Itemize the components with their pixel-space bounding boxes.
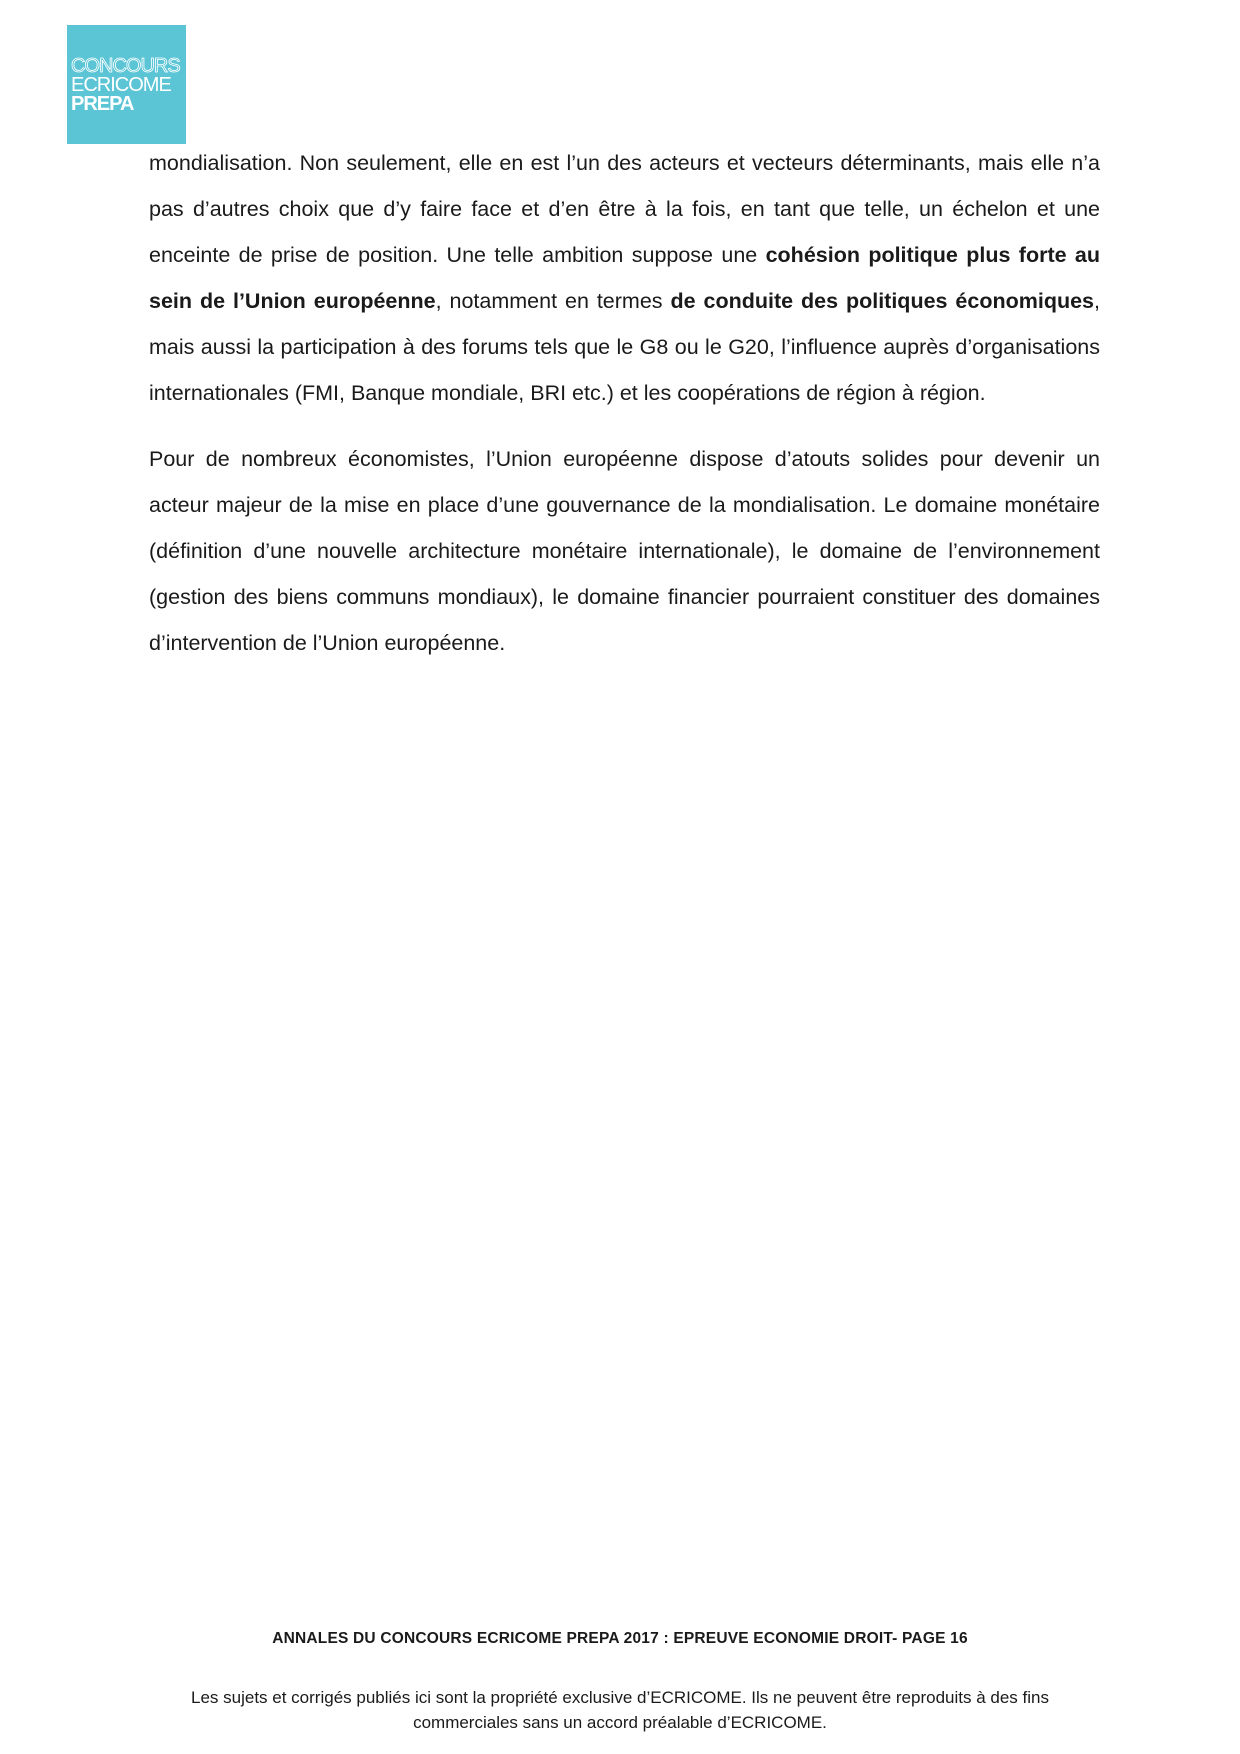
logo-line-prepa: PREPA [71, 93, 134, 115]
paragraph-1-text-3: , mais aussi la participation à des forums tels que le G8 ou le G20, l’influence auprès d’organisations internationales (FMI, Banque mondiale, BRI etc.) et les coopérations de région à région. [149, 289, 1100, 405]
document-body [149, 140, 1100, 686]
paragraph-1-text-1: mondialisation. Non seulement, elle en est l’un des acteurs et vecteurs déterminants, mais elle n’a pas d’autres choix que d’y faire face et d’en être à la fois, en tant que telle, un échelon et une enceinte de prise de position. Une telle ambition suppose une [149, 151, 1100, 267]
paragraph-2: Pour de nombreux économistes, l’Union européenne dispose d’atouts solides pour devenir un acteur majeur de la mise en place d’une gouvernance de la mondialisation. Le domaine monétaire (définition d’une nouvelle architecture monétaire internationale), le domaine de l’environnement (gestion des biens communs mondiaux), le domaine financier pourraient constituer des domaines d’intervention de l’Union européenne. [149, 447, 1100, 655]
paragraph-1-text-2: , notamment en termes [435, 289, 671, 313]
logo-line-ecricome: ECRICOME [71, 74, 171, 96]
ecricome-logo [67, 25, 186, 144]
paragraph-1-bold-1: cohésion politique plus forte au sein de l’Union européenne [149, 243, 1100, 313]
paragraph-1 [149, 140, 1100, 416]
footer-title: ANNALES DU CONCOURS ECRICOME PREPA 2017 : EPREUVE ECONOMIE DROIT- PAGE 16 [272, 1630, 968, 1647]
logo-line-concours: CONCOURS [71, 55, 180, 77]
paragraph-1-bold-2: de conduite des politiques économiques [670, 289, 1095, 313]
footer-copyright-note: Les sujets et corrigés publiés ici sont la propriété exclusive d’ECRICOME. Ils ne peuvent être reproduits à des fins commerciales sans un accord préalable d’ECRICOME. [191, 1688, 1049, 1732]
